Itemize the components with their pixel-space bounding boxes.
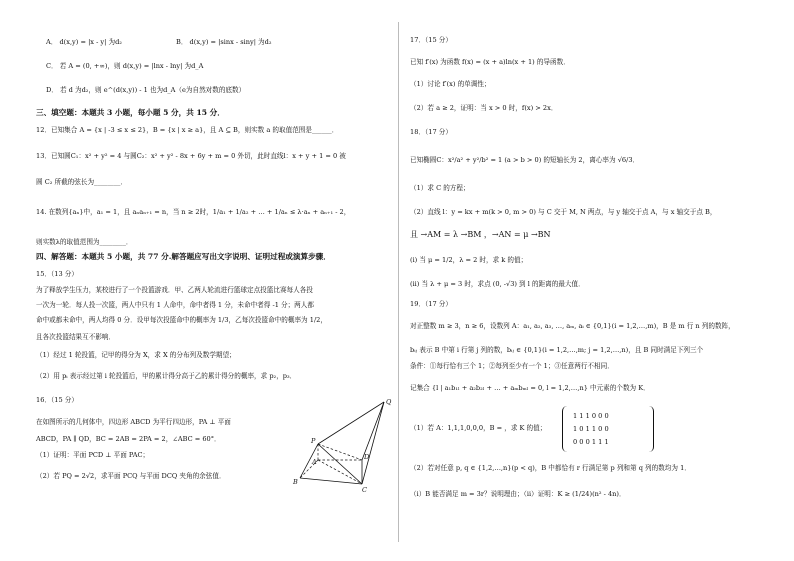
question-18-subpart-i: (i) 当 μ = 1/2，λ = 2 时，求 k 的值； [410, 256, 528, 264]
edge-qd [362, 402, 384, 460]
question-16-part-2: （2）若 PQ = 2√2，求平面 PCQ 与平面 DCQ 夹角的余弦值． [36, 472, 226, 480]
question-19-line-2: bᵢⱼ 表示 B 中第 i 行第 j 列的数，bᵢⱼ ∈ {0,1}(i = 1,2,…,m; j = 1,2,…,n)，且 B 同时满足下列三个 [410, 346, 704, 354]
section-4-title: 四、解答题：本题共 5 小题，共 77 分.解答题应写出文字说明、证明过程或演算步骤． [36, 252, 331, 261]
question-14-line-2: 则实数λ的取值范围为________． [36, 238, 133, 246]
question-13-line-1: 13．已知圆C₁：x² + y² = 4 与圆C₂：x² + y² - 8x + 6y + m = 0 外切，此时直线l：x + y + 1 = 0 被 [36, 152, 346, 160]
question-17-part-1: （1）讨论 f′(x) 的单调性； [410, 80, 491, 88]
question-15-line-2: 一次为一轮．每人投一次篮，两人中只有 1 人命中，命中者得 1 分，未命中者得 -1 分；两人都 [36, 301, 314, 309]
question-17-part-2: （2）若 a ≥ 2，证明：当 x > 0 时，f(x) > 2x． [410, 104, 558, 112]
option-d: D． 若 d 为d₂，则 e^(d(x,y)) - 1 也为d_A（e为自然对数的底数） [46, 86, 246, 94]
question-18-part-2: （2）直线 l：y = kx + m(k > 0, m > 0) 与 C 交于 M, N 两点，与 y 轴交于点 A，与 x 轴交于点 B， [410, 208, 717, 216]
question-15-line-1: 为了释放学生压力，某校进行了一个投篮游戏．甲、乙两人轮流进行篮球定点投篮比赛每人各投 [36, 286, 313, 294]
question-18-subpart-ii: (ii) 当 λ + μ = 3 时，求点 (0, -√3) 到 l 的距离的最大值． [410, 280, 585, 288]
question-19-line-3: 条件：①每行恰有三个 1；②每列至少有一个 1；③任意两行不相同． [410, 362, 614, 370]
question-19-part-1: （1）若 A：1,1,1,0,0,0，B = ，求 K 的值； [410, 424, 547, 432]
question-17-line-1: 已知 f′(x) 为函数 f(x) = (x + a)ln(x + 1) 的导函数． [410, 58, 570, 66]
edge-pd [318, 444, 362, 460]
question-15-header: 15．（13 分） [36, 270, 78, 278]
label-q: Q [386, 398, 392, 406]
matrix-row-3: 0 0 0 1 1 1 [573, 438, 609, 446]
question-16-part-1: （1）证明：平面 PCD ⊥ 平面 PAC； [36, 451, 150, 459]
question-15-line-4: 且各次投篮结果互不影响． [36, 333, 116, 341]
matrix-row-1: 1 1 1 0 0 0 [573, 412, 609, 420]
question-19-line-4: 记集合 {l | a₁b₁ₗ + a₂b₂ₗ + … + aₘbₘₗ = 0, l = 1,2,…,n} 中元素的个数为 K． [410, 384, 650, 392]
question-17-header: 17．（15 分） [410, 36, 452, 44]
label-d: D [364, 453, 370, 461]
option-b: B． d(x,y) = |sinx - siny| 为d₂ [176, 38, 272, 46]
question-19-line-1: 对正整数 m ≥ 3，n ≥ 6，设数列 A：a₁, a₂, a₃, …, aₘ, aᵢ ∈ {0,1}(i = 1,2,…,m)，B 是 m 行 n 列的数阵， [410, 322, 735, 330]
question-16-line-2: ABCD，PA ∥ QD，BC = 2AB = 2PA = 2，∠ABC = 60°． [36, 435, 221, 443]
question-19-header: 19．（17 分） [410, 300, 452, 308]
question-19-part-3: （i）B 能否满足 m = 3r？说明理由；（ii）证明：K ≥ (1/24)(n² - 4n)． [410, 490, 626, 498]
question-16-line-1: 在如图所示的几何体中，四边形 ABCD 为平行四边形，PA ⊥ 平面 [36, 418, 231, 426]
question-18-part-1: （1）求 C 的方程； [410, 184, 470, 192]
option-a: A． d(x,y) = |x - y| 为d₂ [46, 38, 122, 46]
edge-pc [318, 444, 362, 484]
label-a: A [312, 458, 317, 466]
question-18-vectors: 且 →AM = λ →BM ，→AN = μ →BN [410, 230, 551, 239]
option-c: C． 若 A = (0, +∞)，则 d(x,y) = |lnx - lny| 为d_A [46, 62, 204, 70]
question-15-part-2: （2）用 pᵢ 表示经过第 i 轮投篮后，甲的累计得分高于乙的累计得分的概率，求 p₂，p₃． [36, 372, 297, 380]
column-divider [398, 22, 399, 542]
question-12: 12．已知集合 A = {x | -3 ≤ x ≤ 2}，B = {x | x ≥ a}，且 A ⊆ B，则实数 a 的取值范围是______． [36, 126, 339, 134]
matrix-b [562, 406, 654, 452]
geometry-figure [292, 396, 392, 496]
question-15-part-1: （1）经过 1 轮投篮，记甲的得分为 X，求 X 的分布列及数学期望； [36, 351, 236, 359]
edge-bc [300, 478, 362, 484]
question-19-part-2: （2）若对任意 p, q ∈ {1,2,…,n}(p < q)，B 中都恰有 r 行满足第 p 列和第 q 列的数均为 1． [410, 464, 691, 472]
label-b: B [293, 478, 298, 486]
section-3-title: 三、填空题：本题共 3 小题，每小题 5 分，共 15 分． [36, 108, 225, 117]
question-18-header: 18．（17 分） [410, 128, 452, 136]
question-15-line-3: 命中或都未命中，两人均得 0 分．设甲每次投篮命中的概率为 1/3，乙每次投篮命中的概率为 1/2， [36, 316, 327, 324]
question-14-line-1: 14. 在数列{aₙ}中，a₁ = 1，且 aₙaₙ₊₁ = n，当 n ≥ 2时，1/a₁ + 1/a₂ + … + 1/aₙ ≤ λ·aₙ + aₙ₊₁ - 2， [36, 208, 351, 216]
label-c: C [362, 486, 367, 494]
question-13-line-2: 圆 C₂ 所截的弦长为________． [36, 178, 128, 186]
question-18-line-1: 已知椭圆C：x²/a² + y²/b² = 1 (a > b > 0) 的短轴长为 2，离心率为 √6/3． [410, 156, 640, 164]
label-p: P [311, 437, 316, 445]
matrix-row-2: 1 0 1 1 0 0 [573, 425, 609, 433]
question-16-header: 16．（15 分） [36, 396, 78, 404]
